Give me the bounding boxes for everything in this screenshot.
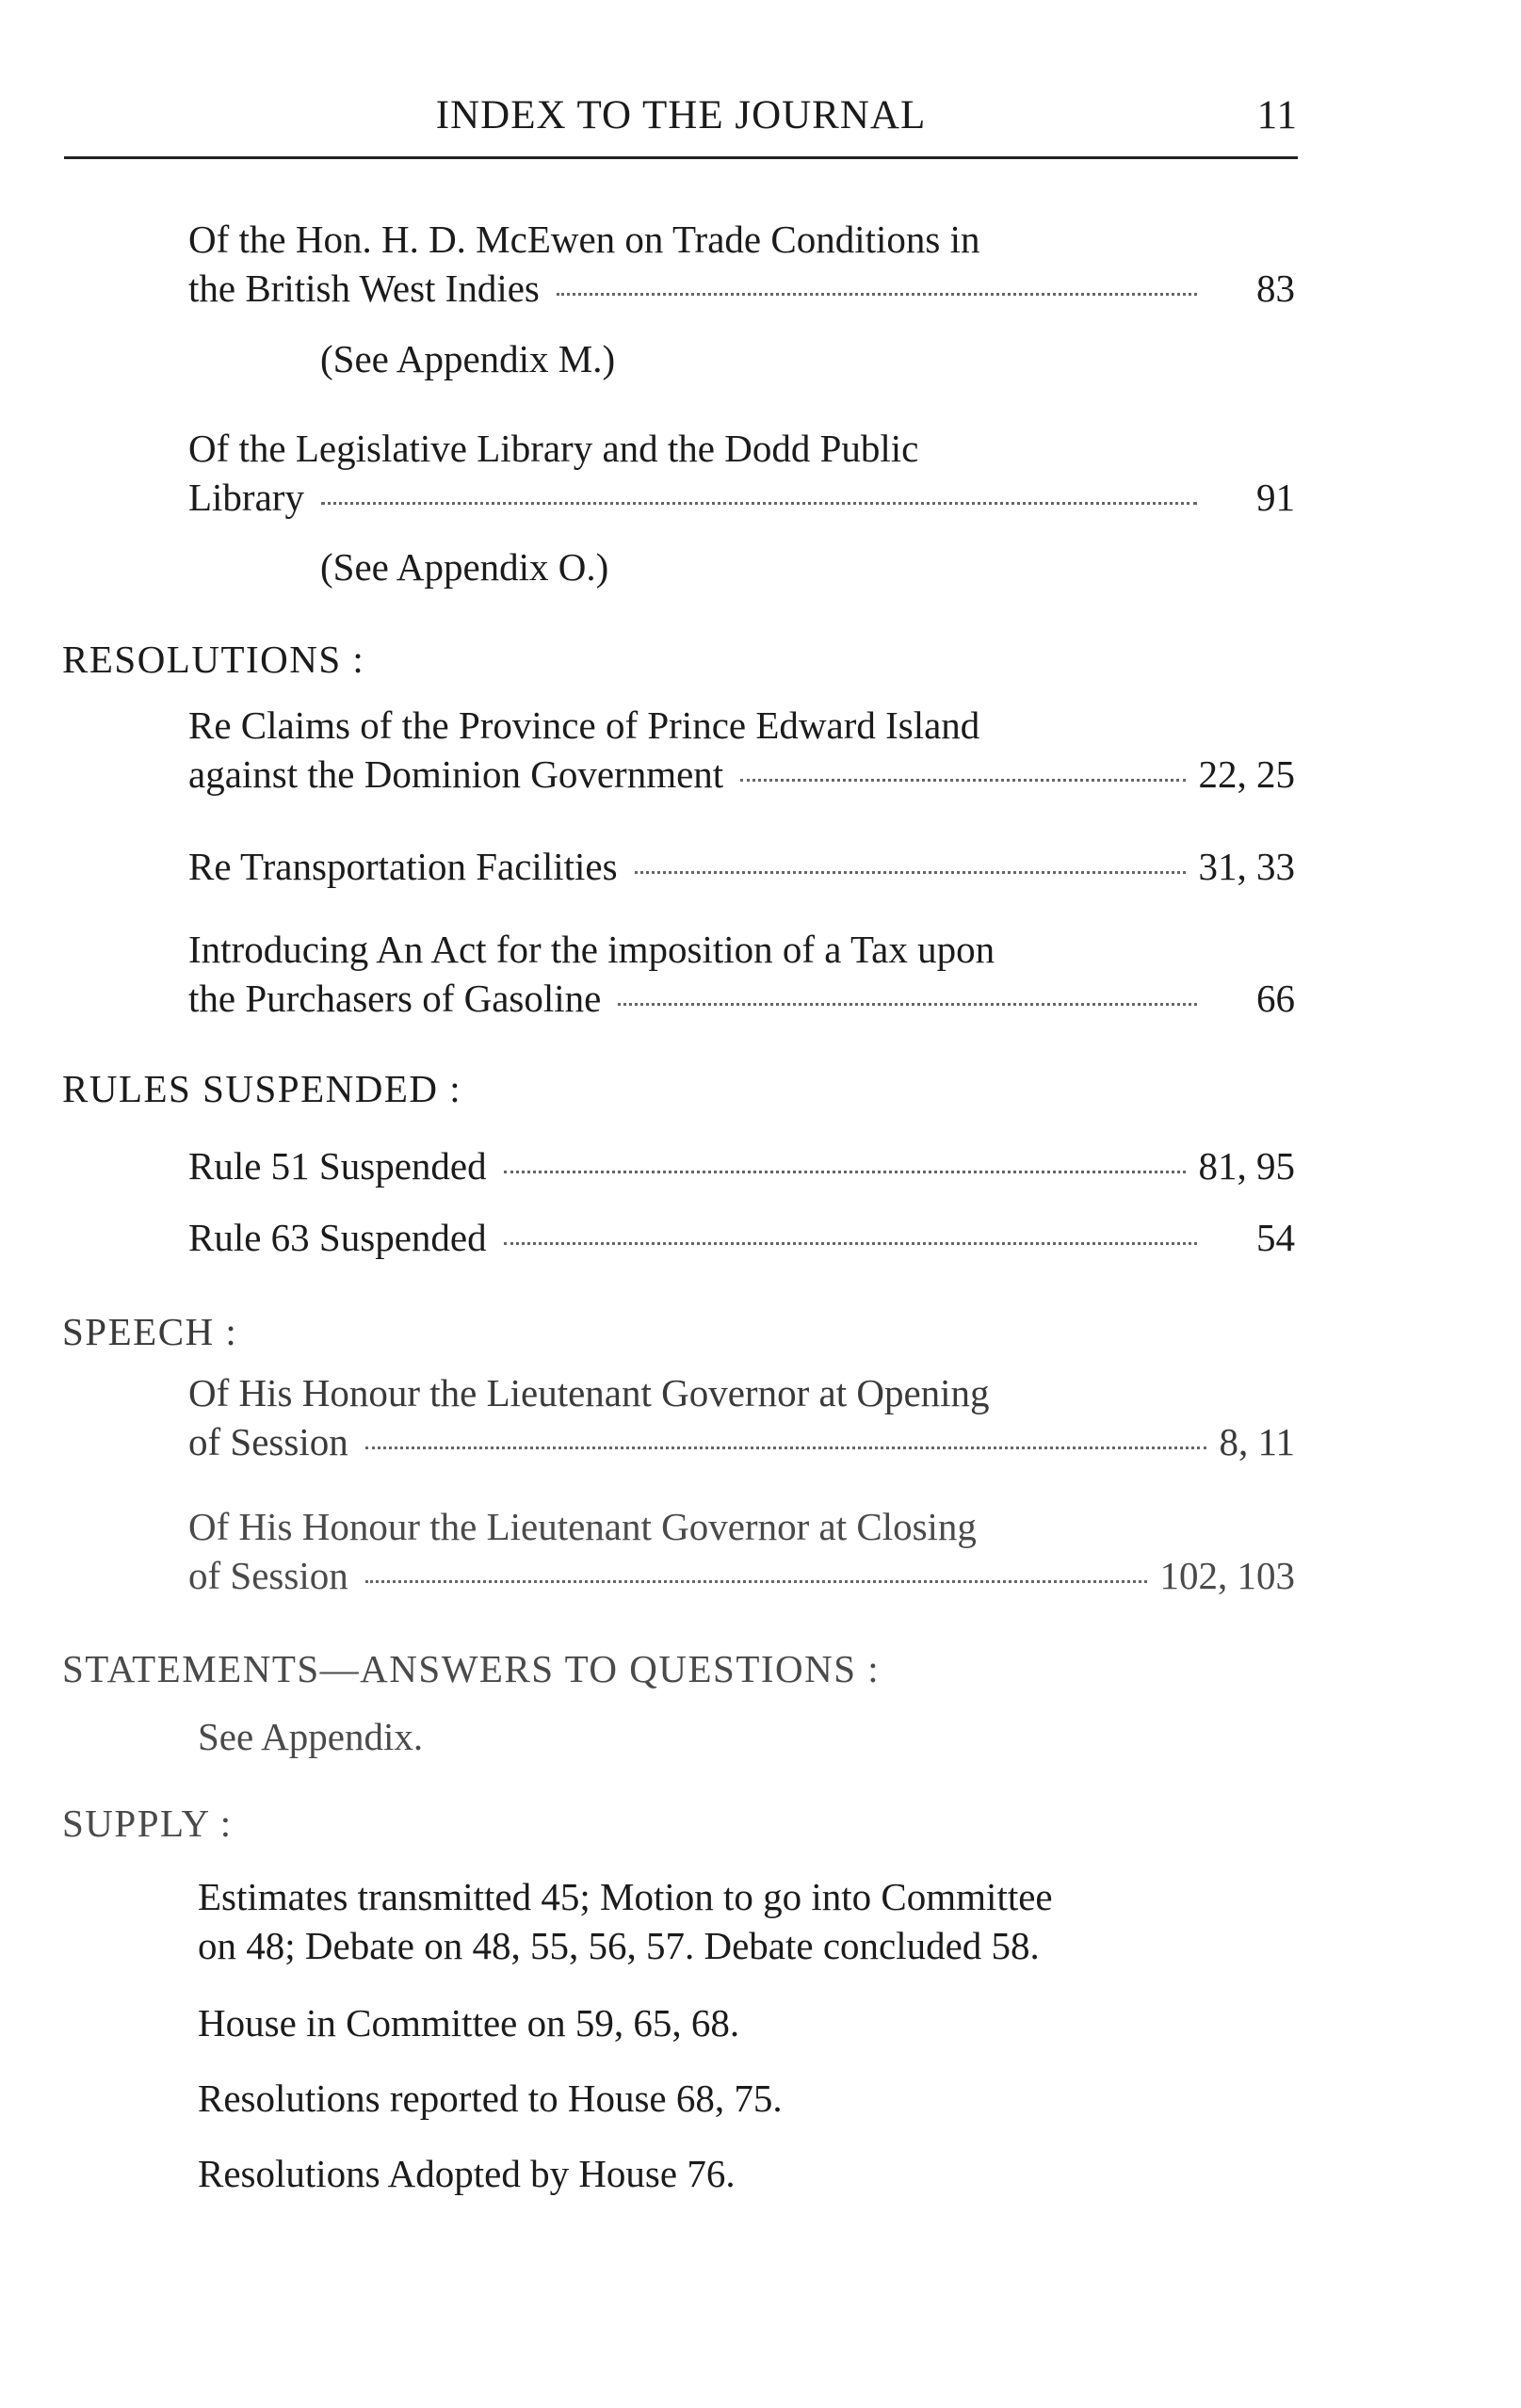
entry-library-line1: Of the Legislative Library and the Dodd Public (188, 427, 919, 470)
entry-library-label: Library (188, 476, 304, 519)
statements-see-appendix: See Appendix. (198, 1715, 424, 1758)
heading-statements: STATEMENTS—ANSWERS TO QUESTIONS : (62, 1647, 881, 1690)
dot-leader (618, 1003, 1197, 1006)
entry-opening-label: of Session (188, 1420, 348, 1463)
header-rule (64, 156, 1298, 159)
supply-para2: House in Committee on 59, 65, 68. (198, 2001, 740, 2044)
entry-library-line2 (188, 475, 1295, 527)
entry-closing-pages: 102, 103 (1159, 1554, 1295, 1597)
entry-mcewen-line2 (188, 266, 1295, 318)
dot-leader (365, 1446, 1206, 1449)
entry-gasoline-pages: 66 (1256, 977, 1295, 1020)
entry-closing-label: of Session (188, 1554, 348, 1597)
entry-opening-pages: 8, 11 (1219, 1420, 1295, 1463)
running-head (64, 92, 1298, 149)
see-appendix-o: (See Appendix O.) (320, 545, 609, 589)
entry-rule-51-label: Rule 51 Suspended (188, 1144, 487, 1188)
dot-leader (504, 1171, 1186, 1173)
entry-claims-label: against the Dominion Government (188, 752, 724, 796)
entry-claims-line1: Re Claims of the Province of Prince Edward Island (188, 703, 980, 747)
entry-transport (188, 844, 1295, 897)
entry-transport-pages: 31, 33 (1198, 845, 1295, 888)
entry-closing-line1: Of His Honour the Lieutenant Governor at Closing (188, 1505, 977, 1548)
entry-closing-line2 (188, 1553, 1295, 1606)
entry-gasoline-line2 (188, 976, 1295, 1028)
running-head-title: INDEX TO THE JOURNAL (435, 93, 927, 137)
dot-leader (557, 293, 1197, 296)
dot-leader (321, 502, 1197, 505)
supply-para4: Resolutions Adopted by House 76. (198, 2152, 736, 2195)
heading-resolutions: RESOLUTIONS : (62, 638, 365, 681)
entry-gasoline-label: the Purchasers of Gasoline (188, 977, 602, 1020)
entry-rule-63 (188, 1215, 1295, 1268)
entry-rule-51 (188, 1143, 1295, 1196)
entry-rule-63-pages: 54 (1256, 1216, 1295, 1259)
heading-speech: SPEECH : (62, 1310, 238, 1353)
entry-mcewen-label: the British West Indies (188, 267, 540, 310)
dot-leader (740, 779, 1185, 782)
entry-claims-pages: 22, 25 (1198, 752, 1295, 796)
entry-rule-63-label: Rule 63 Suspended (188, 1216, 487, 1259)
supply-para3: Resolutions reported to House 68, 75. (198, 2077, 783, 2120)
entry-opening-line1: Of His Honour the Lieutenant Governor at Opening (188, 1371, 990, 1414)
dot-leader (365, 1580, 1147, 1583)
supply-para1-line1: Estimates transmitted 45; Motion to go into Committee (198, 1875, 1053, 1918)
see-appendix-m: (See Appendix M.) (320, 337, 616, 380)
entry-rule-51-pages: 81, 95 (1198, 1144, 1295, 1188)
dot-leader (635, 871, 1186, 874)
heading-supply: SUPPLY : (62, 1802, 233, 1845)
entry-mcewen-pages: 83 (1256, 267, 1295, 310)
entry-transport-label: Re Transportation Facilities (188, 845, 618, 888)
dot-leader (504, 1242, 1197, 1245)
entry-library-pages: 91 (1256, 476, 1295, 519)
entry-mcewen-line1: Of the Hon. H. D. McEwen on Trade Conditions in (188, 218, 980, 261)
heading-rules-suspended: RULES SUSPENDED : (62, 1067, 462, 1110)
supply-para1-line2: on 48; Debate on 48, 55, 56, 57. Debate concluded 58. (198, 1924, 1040, 1967)
entry-claims-line2 (188, 751, 1295, 804)
page-number: 11 (1256, 93, 1298, 137)
entry-gasoline-line1: Introducing An Act for the imposition of a Tax upon (188, 928, 995, 971)
entry-opening-line2 (188, 1419, 1295, 1472)
